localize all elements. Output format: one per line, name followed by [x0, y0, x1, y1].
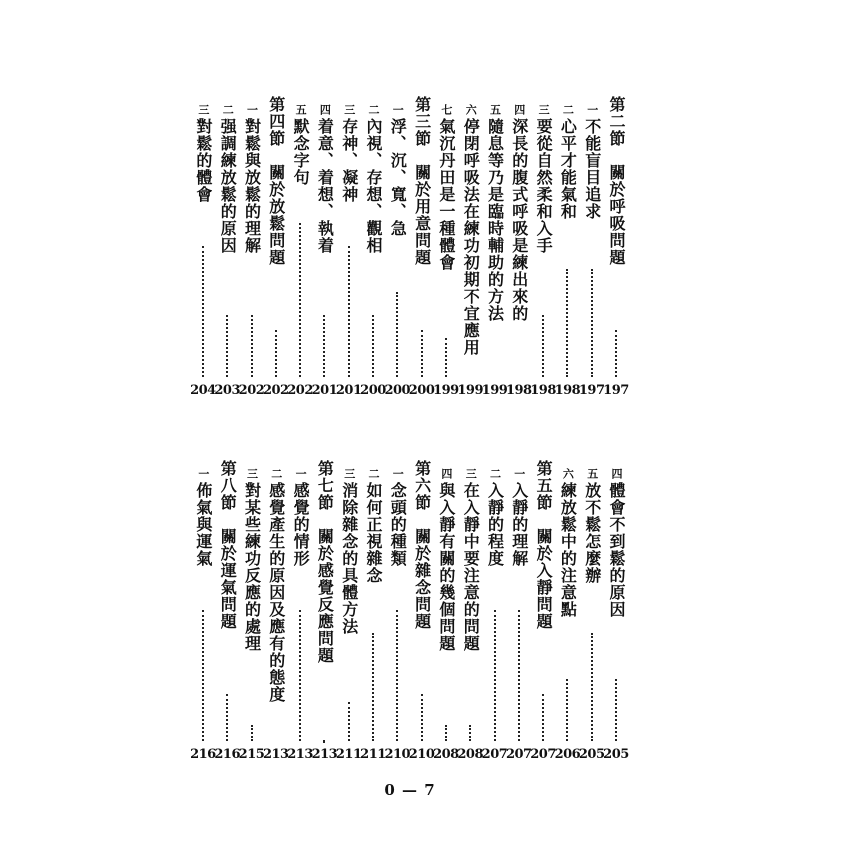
toc-leader-dots	[445, 725, 447, 741]
toc-entry-number: 三	[245, 468, 259, 480]
toc-entry-text: 念頭的種類	[388, 482, 408, 567]
toc-leader-dots	[566, 679, 568, 741]
toc-leader-dots	[251, 725, 253, 741]
toc-entry-text: 感覺產生的原因及應有的態度	[266, 482, 286, 703]
toc-leader-dots	[202, 246, 204, 377]
toc-entry-number: 六	[464, 104, 478, 116]
toc-entry-text: 消除雜念的具體方法	[339, 482, 359, 635]
toc-entry-title	[484, 104, 506, 322]
toc-entry-title	[362, 104, 384, 254]
toc-entry	[605, 460, 627, 770]
toc-section-heading	[216, 460, 238, 770]
toc-entry-text: 第八節 關於運氣問題	[218, 460, 238, 630]
toc-entry-number: 四	[610, 468, 623, 480]
toc-leader-dots	[396, 610, 398, 741]
toc-entry-number: 一	[391, 468, 405, 480]
toc-leader-dots	[518, 610, 520, 741]
toc-entry-text: 對某些練功反應的處理	[242, 482, 262, 652]
toc-entry-number: 二	[561, 104, 575, 116]
toc-page-number: 199	[457, 383, 483, 398]
toc-entry-title	[581, 468, 603, 584]
toc-page-number: 211	[335, 747, 362, 762]
toc-entry-number: 二	[269, 468, 283, 480]
toc-entry	[459, 96, 481, 406]
toc-entry-title	[265, 96, 287, 266]
toc-entry-text: 第六節 關於雜念問題	[412, 460, 432, 630]
toc-section-heading	[408, 96, 435, 406]
toc-entry	[459, 460, 481, 770]
toc-entry-number: 二	[488, 468, 502, 480]
toc-leader-dots	[421, 694, 423, 741]
toc-entry-text: 練放鬆中的注意點	[558, 482, 578, 618]
toc-entry-text: 對鬆的體會	[193, 118, 213, 203]
toc-entry-title	[241, 468, 263, 652]
toc-leader-dots	[372, 633, 374, 741]
toc-page-number: 213	[311, 747, 338, 762]
toc-entry-title	[216, 104, 238, 254]
toc-page-number: 200	[360, 383, 386, 398]
toc-entry-title	[216, 460, 238, 630]
toc-leader-dots	[469, 725, 471, 741]
toc-entry-text: 體會不到鬆的原因	[607, 482, 626, 618]
toc-entry-number: 一	[245, 104, 259, 116]
toc-page-number: 207	[505, 747, 532, 762]
toc-entry-title	[386, 104, 408, 237]
toc-entry-title	[532, 460, 554, 630]
toc-entry-text: 心平才能氣和	[558, 118, 578, 220]
toc-leader-dots	[566, 269, 568, 377]
toc-page-number: 203	[214, 383, 240, 398]
toc-entry-text: 佈氣與運氣	[193, 482, 213, 567]
toc-leader-dots	[591, 269, 593, 377]
toc-entry-title	[289, 104, 311, 186]
toc-entry-number: 五	[294, 104, 308, 116]
toc-entry-number: 三	[342, 468, 356, 480]
toc-page-number: 215	[238, 747, 265, 762]
toc-page-number: 206	[554, 747, 581, 762]
toc-entry	[238, 96, 265, 406]
toc-entry-title	[411, 460, 433, 630]
toc-entry-text: 第二節 關於呼吸問題	[607, 96, 626, 266]
toc-entry-text: 入靜的理解	[509, 482, 529, 567]
toc-entry-title	[386, 468, 408, 567]
toc-page-number: 207	[481, 747, 508, 762]
toc-entry-title	[605, 468, 627, 618]
toc-entry-title	[289, 468, 311, 567]
toc-entry	[335, 460, 362, 770]
toc-upper-block	[0, 96, 850, 406]
toc-page-number: 198	[530, 383, 556, 398]
toc-entry	[505, 96, 532, 406]
toc-page-number: 216	[214, 747, 240, 762]
toc-entry-title	[459, 468, 481, 652]
toc-lower-block	[0, 460, 850, 770]
toc-leader-dots	[591, 633, 593, 741]
toc-leader-dots	[299, 223, 301, 377]
toc-page-number: 204	[190, 383, 216, 398]
toc-entry	[554, 460, 581, 770]
toc-entry-title	[556, 468, 578, 618]
toc-entry	[481, 96, 508, 406]
toc-entry-text: 存神、凝神	[339, 118, 359, 203]
toc-page-number: 197	[603, 383, 629, 398]
toc-entry-text: 不能盲目追求	[582, 118, 602, 220]
toc-page-number: 198	[505, 383, 532, 398]
toc-entry-text: 要從自然柔和入手	[534, 118, 554, 254]
toc-entry	[578, 460, 605, 770]
toc-entry	[192, 460, 214, 770]
toc-entry	[192, 96, 214, 406]
toc-entry-title	[241, 104, 263, 254]
toc-entry-title	[338, 468, 360, 635]
toc-page-number: 202	[287, 383, 313, 398]
toc-leader-dots	[348, 246, 350, 377]
toc-entry-text: 內視、存想、觀相	[364, 118, 383, 254]
toc-entry	[384, 460, 411, 770]
toc-entry-number: 三	[537, 104, 551, 116]
toc-page-number: 198	[554, 383, 581, 398]
toc-leader-dots	[494, 610, 496, 741]
toc-entry-text: 對鬆與放鬆的理解	[242, 118, 262, 254]
toc-entry-text: 入靜的程度	[485, 482, 505, 567]
toc-entry-number: 三	[342, 104, 356, 116]
toc-entry-number: 四	[318, 104, 332, 116]
toc-leader-dots	[421, 330, 423, 377]
toc-entry-title	[265, 468, 287, 703]
toc-page-number: 205	[578, 747, 605, 762]
toc-entry-title	[435, 468, 457, 652]
toc-entry-text: 放不鬆怎麼辦	[582, 482, 602, 584]
toc-entry-text: 隨息等乃是臨時輔助的方法	[485, 118, 505, 322]
toc-entry-title	[313, 460, 335, 664]
toc-entry-number: 一	[512, 468, 526, 480]
page-number: 0 — 7	[384, 781, 436, 799]
toc-entry-text: 在入靜中要注意的問題	[461, 482, 481, 652]
toc-leader-dots	[348, 702, 350, 741]
toc-entry-title	[338, 104, 360, 203]
toc-page-number: 202	[238, 383, 265, 398]
toc-page-number: 201	[311, 383, 338, 398]
toc-entry-text: 第七節 關於感覺反應問題	[315, 460, 335, 664]
toc-page-number: 200	[384, 383, 411, 398]
toc-entry	[384, 96, 411, 406]
toc-entry-title	[532, 104, 554, 254]
toc-leader-dots	[542, 315, 544, 377]
toc-entry-number: 二	[367, 104, 380, 116]
toc-leader-dots	[226, 315, 228, 377]
toc-entry	[481, 460, 508, 770]
toc-section-heading	[532, 460, 554, 770]
toc-entry-number: 一	[294, 468, 308, 480]
toc-leader-dots	[299, 610, 301, 741]
toc-entry	[435, 460, 457, 770]
toc-page-number: 208	[457, 747, 483, 762]
toc-entry	[311, 96, 338, 406]
toc-entry-text: 如何正視雜念	[364, 482, 383, 584]
toc-entry-text: 着意、着想、執着	[315, 118, 335, 254]
toc-entry-text: 感覺的情形	[291, 482, 311, 567]
toc-entry-text: 停閉呼吸法在練功初期不宜應用	[461, 118, 481, 356]
toc-page-number: 210	[384, 747, 411, 762]
toc-leader-dots	[615, 679, 617, 741]
toc-entry-title	[508, 104, 530, 322]
toc-section-heading	[262, 96, 289, 406]
toc-page-number: 216	[190, 747, 216, 762]
toc-page-number: 201	[335, 383, 362, 398]
toc-entry-number: 六	[561, 468, 575, 480]
toc-entry-text: 默念字句	[291, 118, 311, 186]
toc-entry-title	[313, 104, 335, 254]
toc-entry	[216, 96, 238, 406]
toc-entry	[362, 460, 384, 770]
toc-entry-number: 三	[464, 468, 478, 480]
toc-entry-number: 七	[439, 104, 453, 116]
toc-entry-title	[605, 96, 627, 266]
toc-entry-title	[192, 104, 214, 203]
toc-entry-title	[435, 104, 457, 271]
toc-leader-dots	[323, 740, 325, 741]
toc-entry-number: 一	[585, 104, 599, 116]
toc-entry	[505, 460, 532, 770]
toc-entry-text: 與入靜有關的幾個問題	[436, 482, 456, 652]
toc-leader-dots	[542, 694, 544, 741]
toc-leader-dots	[251, 315, 253, 377]
toc-page-number: 200	[408, 383, 435, 398]
toc-page-number: 208	[433, 747, 459, 762]
toc-page-number: 213	[287, 747, 313, 762]
toc-entry-text: 强調練放鬆的原因	[218, 118, 238, 254]
toc-entry	[289, 460, 311, 770]
toc-entry-number: 三	[196, 104, 210, 116]
toc-entry-text: 氣沉丹田是一種體會	[436, 118, 456, 271]
toc-page-number: 207	[530, 747, 556, 762]
toc-page-number: 197	[578, 383, 605, 398]
toc-entry-text: 第四節 關於放鬆問題	[266, 96, 286, 266]
toc-entry-title	[556, 104, 578, 220]
toc-entry-text: 浮、沉、寬、急	[388, 118, 408, 237]
toc-section-heading	[311, 460, 338, 770]
toc-entry-title	[508, 468, 530, 567]
toc-entry-number: 一	[196, 468, 210, 480]
toc-entry-title	[411, 96, 433, 266]
toc-entry-number: 四	[439, 468, 453, 480]
toc-entry	[532, 96, 554, 406]
toc-section-heading	[605, 96, 627, 406]
toc-page-number: 199	[481, 383, 508, 398]
toc-entry	[362, 96, 384, 406]
toc-entry-title	[484, 468, 506, 567]
toc-page-number: 205	[603, 747, 629, 762]
toc-leader-dots	[323, 315, 325, 377]
toc-entry	[238, 460, 265, 770]
toc-entry-number: 五	[585, 468, 599, 480]
toc-entry-number: 二	[367, 468, 380, 480]
toc-entry	[335, 96, 362, 406]
toc-entry	[435, 96, 457, 406]
toc-leader-dots	[372, 315, 374, 377]
toc-leader-dots	[445, 338, 447, 377]
toc-entry-title	[459, 104, 481, 356]
toc-leader-dots	[396, 292, 398, 377]
toc-leader-dots	[226, 694, 228, 741]
toc-page-number: 210	[408, 747, 435, 762]
toc-page-number: 199	[433, 383, 459, 398]
toc-entry	[289, 96, 311, 406]
toc-section-heading	[408, 460, 435, 770]
toc-leader-dots	[615, 330, 617, 377]
toc-entry-text: 深長的腹式呼吸是練出來的	[509, 118, 529, 322]
toc-page-number: 202	[262, 383, 289, 398]
toc-leader-dots	[275, 330, 277, 377]
toc-leader-dots	[202, 610, 204, 741]
toc-entry-number: 一	[391, 104, 405, 116]
toc-entry-number: 四	[512, 104, 526, 116]
toc-page-number: 213	[262, 747, 289, 762]
toc-entry-title	[581, 104, 603, 220]
toc-entry	[554, 96, 581, 406]
toc-entry-title	[362, 468, 384, 584]
toc-entry-text: 第三節 關於用意問題	[412, 96, 432, 266]
toc-entry	[578, 96, 605, 406]
toc-entry-number: 五	[488, 104, 502, 116]
toc-entry-title	[192, 468, 214, 567]
toc-page-number: 211	[360, 747, 386, 762]
toc-entry-number: 二	[221, 104, 235, 116]
toc-entry-text: 第五節 關於入靜問題	[534, 460, 554, 630]
toc-entry	[262, 460, 289, 770]
